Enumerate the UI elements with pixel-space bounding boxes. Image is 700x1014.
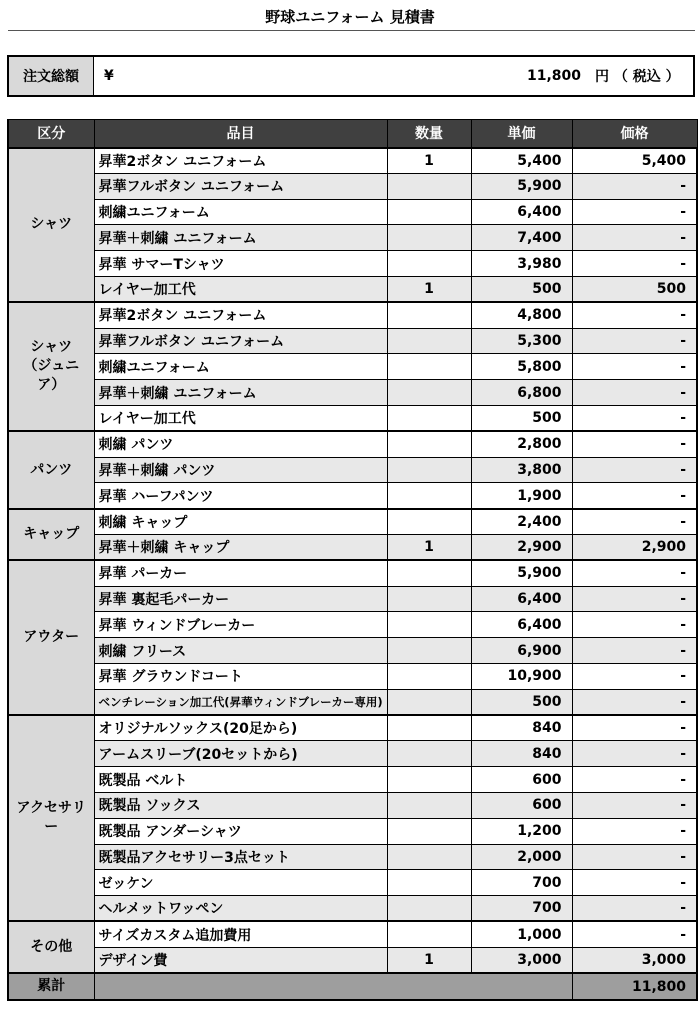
quantity-cell	[387, 225, 471, 251]
table-row	[8, 560, 697, 586]
unit-price-cell: 3,000	[471, 947, 572, 973]
currency-symbol: ¥	[104, 68, 114, 84]
item-name-cell: 昇華＋刺繍 ユニフォーム	[94, 225, 387, 251]
unit-price-cell: 1,900	[471, 483, 572, 509]
quantity-cell	[387, 586, 471, 612]
item-name-cell: 刺繍 フリース	[94, 638, 387, 664]
table-row	[8, 767, 697, 793]
unit-price-cell: 500	[471, 276, 572, 302]
quantity-cell	[387, 896, 471, 922]
price-cell: -	[572, 509, 697, 535]
summary-spacer	[94, 973, 572, 1000]
table-row	[8, 302, 697, 328]
quantity-cell: 1	[387, 534, 471, 560]
item-name-cell: 昇華 ハーフパンツ	[94, 483, 387, 509]
unit-price-cell: 500	[471, 405, 572, 431]
price-cell: 5,400	[572, 148, 697, 174]
price-cell: -	[572, 767, 697, 793]
quantity-cell	[387, 199, 471, 225]
category-cell: アウター	[8, 560, 94, 715]
item-name-cell: 昇華 グラウンドコート	[94, 663, 387, 689]
table-row	[8, 870, 697, 896]
category-cell: アクセサリー	[8, 715, 94, 921]
item-name-cell: 昇華 裏起毛パーカー	[94, 586, 387, 612]
table-header-row	[8, 120, 697, 148]
price-cell: -	[572, 586, 697, 612]
quantity-cell	[387, 689, 471, 715]
header-quantity: 数量	[387, 120, 471, 148]
order-total-unit: 円 （ 税込 ）	[595, 69, 680, 85]
item-name-cell: 昇華2ボタン ユニフォーム	[94, 148, 387, 174]
table-row	[8, 225, 697, 251]
title-underline	[8, 30, 695, 31]
unit-price-cell: 5,900	[471, 560, 572, 586]
unit-price-cell: 700	[471, 870, 572, 896]
table-row	[8, 534, 697, 560]
table-row	[8, 741, 697, 767]
table-row	[8, 638, 697, 664]
item-name-cell: 刺繍ユニフォーム	[94, 354, 387, 380]
unit-price-cell: 700	[471, 896, 572, 922]
unit-price-cell: 6,400	[471, 586, 572, 612]
unit-price-cell: 5,300	[471, 328, 572, 354]
price-cell: -	[572, 173, 697, 199]
price-cell: -	[572, 818, 697, 844]
quantity-cell	[387, 173, 471, 199]
item-name-cell: サイズカスタム追加費用	[94, 921, 387, 947]
category-cell: その他	[8, 921, 94, 973]
price-cell: -	[572, 431, 697, 457]
quantity-cell	[387, 431, 471, 457]
price-cell: -	[572, 612, 697, 638]
quantity-cell	[387, 302, 471, 328]
item-name-cell: 昇華＋刺繍 ユニフォーム	[94, 380, 387, 406]
quantity-cell	[387, 767, 471, 793]
header-unit-price: 単価	[471, 120, 572, 148]
quantity-cell	[387, 741, 471, 767]
table-row	[8, 844, 697, 870]
table-row	[8, 612, 697, 638]
table-row	[8, 328, 697, 354]
unit-price-cell: 6,400	[471, 199, 572, 225]
order-total-amount: 11,800	[526, 68, 581, 84]
item-name-cell: ヘルメットワッペン	[94, 896, 387, 922]
quantity-cell: 1	[387, 947, 471, 973]
unit-price-cell: 840	[471, 741, 572, 767]
table-row	[8, 199, 697, 225]
order-total-value	[94, 57, 693, 95]
quantity-cell	[387, 870, 471, 896]
unit-price-cell: 10,900	[471, 663, 572, 689]
quantity-cell	[387, 251, 471, 277]
price-cell: -	[572, 225, 697, 251]
table-body	[8, 148, 697, 1001]
price-cell: 2,900	[572, 534, 697, 560]
summary-label: 累計	[8, 973, 94, 1000]
item-name-cell: デザイン費	[94, 947, 387, 973]
price-cell: -	[572, 896, 697, 922]
header-price: 価格	[572, 120, 697, 148]
summary-row	[8, 973, 697, 1000]
item-name-cell: 昇華 ウィンドブレーカー	[94, 612, 387, 638]
unit-price-cell: 600	[471, 792, 572, 818]
order-total-label: 注文総額	[9, 57, 94, 95]
table-row	[8, 586, 697, 612]
quantity-cell	[387, 844, 471, 870]
quantity-cell: 1	[387, 276, 471, 302]
item-name-cell: 既製品 アンダーシャツ	[94, 818, 387, 844]
price-cell: -	[572, 792, 697, 818]
category-cell: パンツ	[8, 431, 94, 508]
table-row	[8, 483, 697, 509]
quantity-cell	[387, 380, 471, 406]
price-cell: -	[572, 844, 697, 870]
price-cell: -	[572, 921, 697, 947]
item-name-cell: 既製品 ベルト	[94, 767, 387, 793]
unit-price-cell: 3,800	[471, 457, 572, 483]
item-name-cell: 昇華フルボタン ユニフォーム	[94, 328, 387, 354]
item-name-cell: 昇華 サマーTシャツ	[94, 251, 387, 277]
unit-price-cell: 5,800	[471, 354, 572, 380]
price-cell: -	[572, 663, 697, 689]
price-cell: -	[572, 483, 697, 509]
summary-total: 11,800	[572, 973, 697, 1000]
unit-price-cell: 5,400	[471, 148, 572, 174]
table-row	[8, 173, 697, 199]
item-name-cell: 昇華フルボタン ユニフォーム	[94, 173, 387, 199]
quantity-cell	[387, 715, 471, 741]
header-item: 品目	[94, 120, 387, 148]
table-row	[8, 663, 697, 689]
category-cell: シャツ （ジュニア）	[8, 302, 94, 431]
table-row	[8, 509, 697, 535]
table-row	[8, 715, 697, 741]
item-name-cell: 昇華＋刺繍 キャップ	[94, 534, 387, 560]
unit-price-cell: 1,000	[471, 921, 572, 947]
item-name-cell: 昇華2ボタン ユニフォーム	[94, 302, 387, 328]
unit-price-cell: 840	[471, 715, 572, 741]
table-row	[8, 818, 697, 844]
table-row	[8, 947, 697, 973]
unit-price-cell: 500	[471, 689, 572, 715]
price-cell: 500	[572, 276, 697, 302]
quantity-cell	[387, 792, 471, 818]
price-cell: -	[572, 689, 697, 715]
category-cell: キャップ	[8, 509, 94, 561]
document-title: 野球ユニフォーム 見積書	[265, 8, 435, 26]
unit-price-cell: 7,400	[471, 225, 572, 251]
item-name-cell: 既製品アクセサリー3点セット	[94, 844, 387, 870]
item-name-cell: 刺繍 パンツ	[94, 431, 387, 457]
table-row	[8, 431, 697, 457]
price-cell: -	[572, 199, 697, 225]
table-row	[8, 148, 697, 174]
price-cell: -	[572, 741, 697, 767]
item-name-cell: レイヤー加工代	[94, 276, 387, 302]
item-name-cell: ゼッケン	[94, 870, 387, 896]
quantity-cell	[387, 818, 471, 844]
unit-price-cell: 600	[471, 767, 572, 793]
header-category: 区分	[8, 120, 94, 148]
estimate-table	[7, 119, 698, 1001]
item-name-cell: オリジナルソックス(20足から)	[94, 715, 387, 741]
unit-price-cell: 6,800	[471, 380, 572, 406]
price-cell: -	[572, 328, 697, 354]
unit-price-cell: 2,000	[471, 844, 572, 870]
quantity-cell	[387, 612, 471, 638]
item-name-cell: 昇華 パーカー	[94, 560, 387, 586]
quantity-cell	[387, 354, 471, 380]
price-cell: -	[572, 354, 697, 380]
table-row	[8, 457, 697, 483]
item-name-cell: 既製品 ソックス	[94, 792, 387, 818]
item-name-cell: レイヤー加工代	[94, 405, 387, 431]
quantity-cell	[387, 638, 471, 664]
item-name-cell: ベンチレーション加工代(昇華ウィンドブレーカー専用)	[94, 689, 387, 715]
price-cell: -	[572, 251, 697, 277]
price-cell: -	[572, 405, 697, 431]
unit-price-cell: 1,200	[471, 818, 572, 844]
item-name-cell: 刺繍 キャップ	[94, 509, 387, 535]
price-cell: -	[572, 380, 697, 406]
table-row	[8, 380, 697, 406]
quantity-cell	[387, 921, 471, 947]
table-row	[8, 276, 697, 302]
unit-price-cell: 6,400	[471, 612, 572, 638]
price-cell: 3,000	[572, 947, 697, 973]
category-cell: シャツ	[8, 148, 94, 303]
price-cell: -	[572, 870, 697, 896]
quantity-cell	[387, 663, 471, 689]
table-row	[8, 251, 697, 277]
table-row	[8, 689, 697, 715]
unit-price-cell: 3,980	[471, 251, 572, 277]
order-total-box	[7, 55, 695, 97]
table-row	[8, 354, 697, 380]
price-cell: -	[572, 457, 697, 483]
unit-price-cell: 6,900	[471, 638, 572, 664]
quantity-cell	[387, 560, 471, 586]
price-cell: -	[572, 715, 697, 741]
quantity-cell	[387, 483, 471, 509]
price-cell: -	[572, 302, 697, 328]
unit-price-cell: 2,400	[471, 509, 572, 535]
price-cell: -	[572, 638, 697, 664]
item-name-cell: アームスリーブ(20セットから)	[94, 741, 387, 767]
item-name-cell: 昇華＋刺繍 パンツ	[94, 457, 387, 483]
price-cell: -	[572, 560, 697, 586]
table-row	[8, 792, 697, 818]
table-row	[8, 921, 697, 947]
quantity-cell	[387, 509, 471, 535]
unit-price-cell: 4,800	[471, 302, 572, 328]
table-row	[8, 405, 697, 431]
table-row	[8, 896, 697, 922]
quantity-cell: 1	[387, 148, 471, 174]
unit-price-cell: 5,900	[471, 173, 572, 199]
unit-price-cell: 2,900	[471, 534, 572, 560]
item-name-cell: 刺繍ユニフォーム	[94, 199, 387, 225]
quantity-cell	[387, 328, 471, 354]
quantity-cell	[387, 457, 471, 483]
quantity-cell	[387, 405, 471, 431]
unit-price-cell: 2,800	[471, 431, 572, 457]
